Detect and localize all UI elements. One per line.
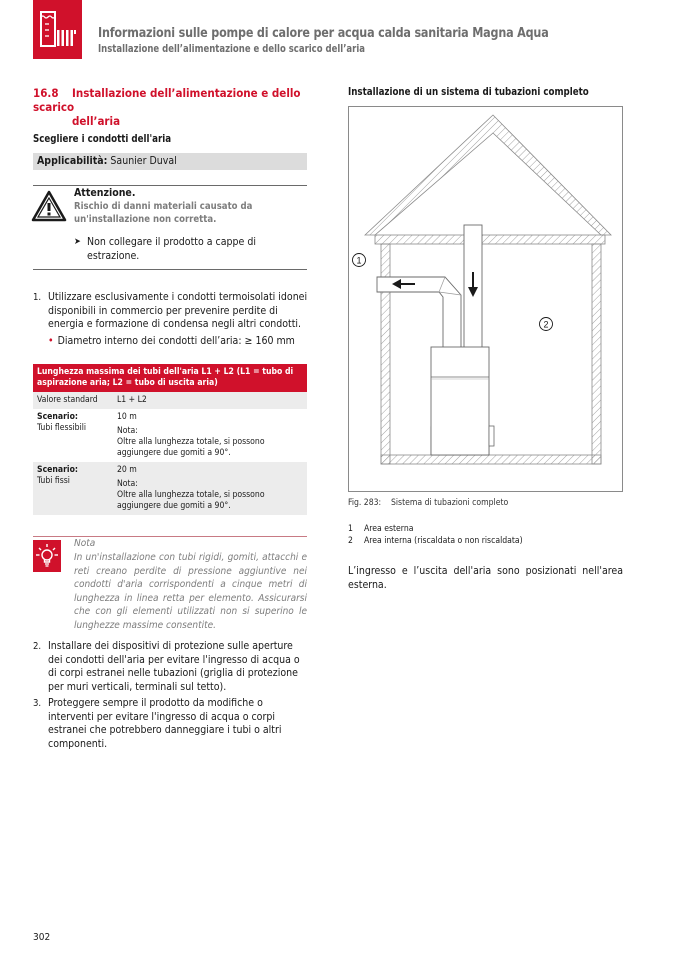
step-1 [33,291,309,332]
row-label: Tubi flessibili [37,423,87,433]
table-header: Lunghezza massima dei tubi dell'aria L1 + L2 (L1 = tubo di aspirazione aria; L2 = tubo di uscita aria) [33,364,307,392]
figure-paragraph: L’ingresso e l’uscita dell'aria sono posizionati nell'area esterna. [348,565,623,591]
row-label: Tubi fissi [37,476,70,486]
step-number: 3. [33,698,42,709]
section-number: 16.8 [33,86,59,100]
figure-caption-text: Sistema di tubazioni completo [391,498,509,508]
step-number: 2. [33,641,42,652]
warning-heading: Attenzione. [74,187,136,199]
document-title: Informazioni sulle pompe di calore per acqua calda sanitaria Magna Aqua [98,25,549,41]
step-number: 1. [33,292,42,303]
warning-bottom-divider [33,269,307,270]
warning-text: Rischio di danni materiali causato da un'installazione non corretta. [74,201,253,225]
note-heading: Nota [74,538,96,549]
brand-logo [33,0,82,59]
step-1-sub-bullet [48,335,295,347]
warning-triangle-icon [31,190,67,222]
subsection-heading: Scegliere i condotti dell'aria [33,133,172,145]
legend-text: Area interna (riscaldata o non riscaldata) [364,536,523,546]
lightbulb-icon [33,540,61,572]
applicability-value: Saunier Duval [110,155,177,167]
row-note: Oltre alla lunghezza totale, si possono aggiungere due gomiti a 90°. [117,490,265,511]
table-row [33,409,307,462]
legend-number: 2 [348,536,353,546]
legend-item-1 [348,524,608,534]
applicability-bar [33,153,307,170]
warning-instruction-text: Non collegare il prodotto a cappe di estrazione. [87,236,256,262]
step-text: Utilizzare esclusivamente i condotti termoisolati idonei disponibili in commercio per prevenire perdite di energia e formazione di condensa negli altri condotti. [48,291,308,331]
callout-1: 1 [356,255,362,266]
figure-caption [348,498,508,508]
step-text: Proteggere sempre il prodotto da modifiche o interventi per evitare l'ingresso di acqua o corpi estranei che potrebbero danneggiare i tubi o altri componenti. [48,697,282,751]
note-divider [33,536,307,537]
water-heater-icon [33,0,82,59]
row-note: Oltre alla lunghezza totale, si possono aggiungere due gomiti a 90°. [117,437,265,458]
legend-number: 1 [348,524,353,534]
row-value: 20 m [117,465,137,475]
legend-item-2 [348,536,608,546]
arrow-bullet-icon: ➤ [74,237,81,247]
legend-text: Area esterna [364,524,414,534]
document-subtitle: Installazione dell’alimentazione e dello scarico dell’aria [98,43,366,55]
row-note-label: Nota: [117,426,138,436]
row-label-bold: Scenario: [37,465,78,475]
row-note-label: Nota: [117,479,138,489]
max-length-table [33,364,307,515]
callout-2: 2 [543,319,549,330]
row-value: 10 m [117,412,137,422]
warning-top-divider [33,185,307,186]
table-row [33,462,307,515]
bullet-dot-icon: • [48,335,54,347]
step-text: Installare dei dispositivi di protezione sulle aperture dei condotti dell'aria per evitare l'ingresso di acqua o di corpi estranei nelle tubazioni (griglia di protezione per muri verticali, terminali sul tetto). [48,640,300,694]
figure-heading: Installazione di un sistema di tubazioni completo [348,86,589,98]
row-label-bold: Scenario: [37,412,78,422]
section-heading [33,86,313,128]
section-title-line1: Installazione dell’alimentazione e dello scarico [33,86,301,114]
applicability-label: Applicabilità: [37,155,108,167]
row-value: L1 + L2 [117,395,147,405]
step-2 [33,640,309,695]
table-row [33,392,307,409]
step-3 [33,697,309,752]
figure-caption-label: Fig. 283: [348,498,382,508]
row-label: Valore standard [37,395,98,405]
note-text: In un'installazione con tubi rigidi, gomiti, attacchi e reti creano perdite di pressione aggiuntive nei condotti d'aria corrispondenti a cinque metri di lunghezza in linea retta per elemento. Assicurarsi che con gli elementi utilizzati non si superino le lunghezze massime consentite. [74,552,307,631]
section-title-line2: dell’aria [72,114,121,128]
warning-instruction [74,236,304,263]
ducting-diagram [348,106,623,492]
page-number: 302 [33,932,51,943]
sub-bullet-text: Diametro interno dei condotti dell’aria: ≥ 160 mm [57,335,295,347]
